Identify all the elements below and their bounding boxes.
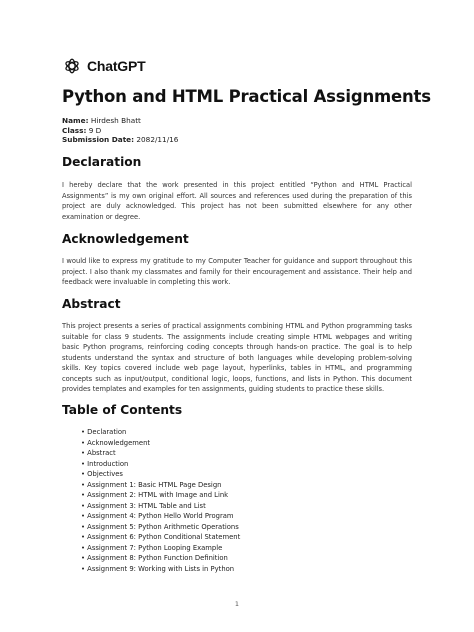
abstract-text: This project presents a series of practical assignments combining HTML and Python programming tasks suitable for class 9 students. The assignments include creating simple HTML webpages and writing basic Python programs, reinforcing coding concepts through hands-on practice. The goal is to help students understand the syntax and structure of both languages while developing problem-solving skills. Key topics covered include web page layout, hyperlinks, tables in HTML, and programming concepts such as input/output, conditional logic, loops, functions, and lists in Python. This document provides templates and examples for ten assignments, guiding students to practice these skills. [62, 322, 412, 393]
toc-item: • Assignment 8: Python Function Definition [81, 553, 240, 564]
acknowledgement-heading: Acknowledgement [62, 232, 189, 246]
toc-heading: Table of Contents [62, 403, 183, 417]
acknowledgement-text: I would like to express my gratitude to my Computer Teacher for guidance and support throughout this project. I also thank my classmates and family for their encouragement and assistance. Their help and feedback were invaluable in completing this work. [62, 257, 412, 286]
date-row [62, 135, 178, 145]
toc-item: • Declaration [81, 427, 240, 438]
openai-logo-icon [63, 57, 81, 75]
name-label: Name: [62, 116, 89, 125]
toc-item: • Assignment 1: Basic HTML Page Design [81, 480, 240, 491]
toc-item: • Assignment 5: Python Arithmetic Operations [81, 522, 240, 533]
class-row [62, 126, 178, 136]
student-info [62, 116, 178, 145]
declaration-text: I hereby declare that the work presented in this project entitled “Python and HTML Practical Assignments” is my own original effort. All sources and references used during the preparation of this project are duly acknowledged. This project has not been submitted elsewhere for any other examination or degree. [62, 181, 412, 221]
abstract-heading: Abstract [62, 297, 121, 311]
toc-item: • Assignment 2: HTML with Image and Link [81, 490, 240, 501]
page-number: 1 [234, 600, 240, 608]
toc-item: • Assignment 9: Working with Lists in Python [81, 564, 240, 575]
toc-item: • Introduction [81, 459, 240, 470]
date-label: Submission Date: [62, 135, 135, 145]
class-value: 9 D [88, 125, 102, 135]
toc-item: • Assignment 4: Python Hello World Program [81, 511, 240, 522]
name-row [62, 116, 178, 126]
toc-item: • Assignment 6: Python Conditional Statement [81, 532, 240, 543]
class-label: Class: [62, 125, 87, 135]
toc-item: • Abstract [81, 448, 240, 459]
page-title: Python and HTML Practical Assignments [62, 87, 431, 106]
name-value: Hirdesh Bhatt [90, 116, 141, 125]
toc-list [81, 427, 240, 574]
declaration-heading: Declaration [62, 155, 142, 169]
toc-item: • Assignment 7: Python Looping Example [81, 543, 240, 554]
brand-name: ChatGPT [87, 58, 146, 74]
toc-item: • Objectives [81, 469, 240, 480]
toc-item: • Assignment 3: HTML Table and List [81, 501, 240, 512]
date-value: 2082/11/16 [136, 135, 179, 145]
toc-item: • Acknowledgement [81, 438, 240, 449]
brand-header [63, 57, 146, 75]
